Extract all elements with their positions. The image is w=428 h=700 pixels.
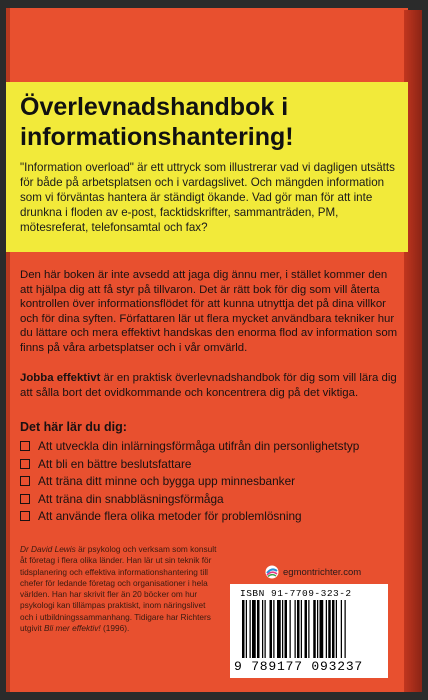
summary-paragraph <box>20 371 398 400</box>
checkbox-icon <box>20 511 30 521</box>
checkbox-icon <box>20 494 30 504</box>
list-item-label: Att bli en bättre beslutsfattare <box>38 456 192 471</box>
book-title: Överlevnadshandbok i informationshantering! <box>20 93 294 151</box>
list-item <box>20 456 400 472</box>
list-item <box>20 438 400 454</box>
publisher-url: egmontrichter.com <box>283 566 362 578</box>
checkbox-icon <box>20 441 30 451</box>
publisher-brand <box>265 565 361 579</box>
ean-number: 9 789177 093237 <box>234 659 364 674</box>
list-item-label: Att träna ditt minne och bygga upp minnesbanker <box>38 474 296 488</box>
list-item <box>20 491 400 507</box>
list-item <box>20 473 400 489</box>
author-bio-text: är psykolog och verksam som konsult åt företag i flera olika länder. Han lär ut sin teknik för tidsplanering och effektiva informationshantering till chefer för ledande företag och organisationer i hela världen. Han har skrivit fler än 20 böcker om hur psykologi kan tillämpas praktiskt, inom näringslivet och i utbildningssammanhang. Tidigare har Richters utgivit <box>20 544 217 634</box>
list-heading: Det här lär du dig: <box>20 420 127 434</box>
summary-rest: är en praktisk överlevnadshandbok för dig som vill lära dig att sålla bort det ovidkommande och koncentrera dig på det viktiga. <box>20 372 397 399</box>
list-item-label: Att utveckla din inlärningsförmåga utifrån din personlighetstyp <box>38 439 360 453</box>
author-book-title: Bli mer effektiv! <box>43 623 101 634</box>
intro-text: "Information overload" är ett uttryck som illustrerar vad vi dagligen utsätts för både på arbetsplatsen och i vardagslivet. Och mängden information som vi förväntas hantera är ständigt ökande. Vad gör man för att inte drunkna i floden av e-post, facktidskrifter, sammanträden, PM, mötesreferat, telefonsamtal och fax? <box>20 161 395 234</box>
barcode-icon <box>242 600 380 658</box>
list-item-label: Att träna din snabbläsningsförmåga <box>38 491 224 506</box>
isbn-number: ISBN 91-7709-323-2 <box>240 588 352 599</box>
author-bio <box>20 544 220 634</box>
author-bio-end: (1996). <box>100 623 130 634</box>
checkbox-icon <box>20 459 30 469</box>
description-paragraph: Den här boken är inte avsedd att jaga dig ännu mer, i stället kommer den att hjälpa dig att få styr på tillvaron. Det är rätt bok för dig som vill återta kontrollen över informationsflödet för att kunna utnyttja det på dina villkor och för dina syften. Författaren lär ut flera mycket användbara tekniker hur du lättare och mera effektivt handskas den enorma flod av information som finns på våra arbetsplatser och i vår omvärld. <box>20 269 398 354</box>
learning-checklist <box>20 438 400 526</box>
list-item-label: Att använde flera olika metoder för problemlösning <box>38 509 302 523</box>
list-item <box>20 508 400 524</box>
book-name-bold: Jobba effektivt <box>20 372 101 384</box>
checkbox-icon <box>20 476 30 486</box>
author-name: Dr David Lewis <box>20 544 76 554</box>
publisher-logo-icon <box>265 565 279 579</box>
